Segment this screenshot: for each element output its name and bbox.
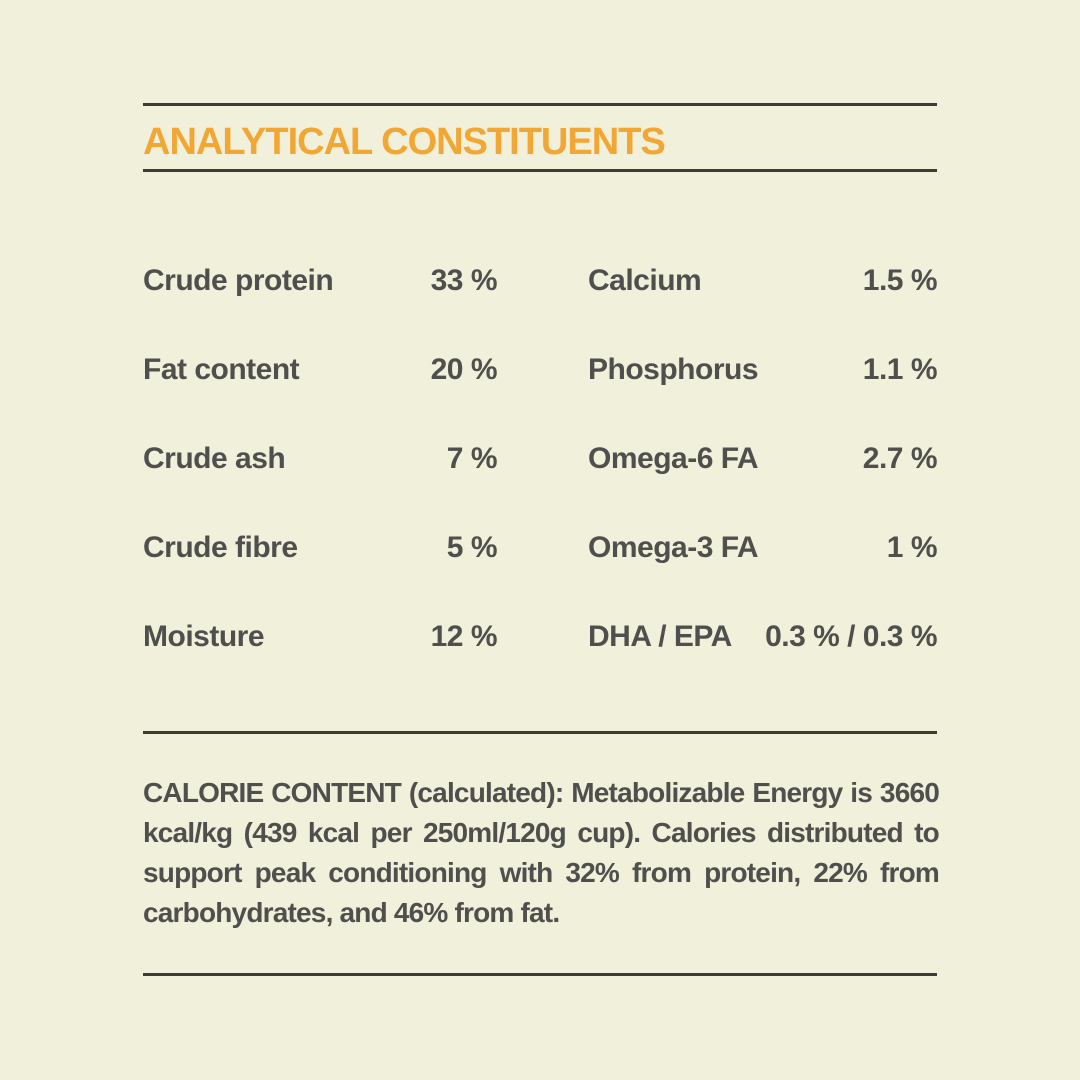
constituent-label: Phosphorus — [588, 352, 759, 386]
divider-line-under-heading — [143, 169, 937, 172]
calorie-content-body: (calculated): Metabolizable Energy is 3660 kcal/kg (439 kcal per 250ml/120g cup). Calories distributed to support peak conditioning with 32% from protein, 22% from carbohydrates, and 46% from fat. — [143, 777, 940, 928]
constituent-value: 0.3 % / 0.3 % — [765, 619, 937, 653]
constituent-value: 12 % — [430, 619, 497, 653]
constituent-label: Crude fibre — [143, 530, 298, 564]
constituent-value: 2.7 % — [862, 441, 937, 475]
divider-line-top — [143, 103, 937, 106]
table-row — [143, 442, 497, 476]
table-row — [143, 353, 497, 387]
constituent-value: 20 % — [430, 352, 497, 386]
constituent-label: DHA / EPA — [588, 619, 732, 653]
constituent-value: 1.1 % — [862, 352, 937, 386]
constituents-table — [143, 236, 937, 681]
constituent-label: Crude ash — [143, 441, 286, 475]
constituent-label: Fat content — [143, 352, 300, 386]
constituent-label: Moisture — [143, 619, 265, 653]
divider-line-bottom — [143, 973, 937, 976]
table-row — [588, 442, 937, 476]
divider-line-above-calories — [143, 731, 937, 734]
constituent-value: 5 % — [446, 530, 497, 564]
constituent-label: Calcium — [588, 263, 702, 297]
table-row — [143, 264, 497, 298]
section-title: ANALYTICAL CONSTITUENTS — [143, 121, 665, 163]
constituent-label: Crude protein — [143, 263, 334, 297]
table-row — [588, 353, 937, 387]
constituent-value: 33 % — [430, 263, 497, 297]
constituent-value: 1 % — [886, 530, 937, 564]
constituent-label: Omega-6 FA — [588, 441, 759, 475]
table-row — [588, 620, 937, 654]
constituent-label: Omega-3 FA — [588, 530, 759, 564]
table-row — [143, 620, 497, 654]
constituent-value: 1.5 % — [862, 263, 937, 297]
constituent-value: 7 % — [446, 441, 497, 475]
table-row — [143, 531, 497, 565]
calorie-content-heading: CALORIE CONTENT — [143, 777, 401, 808]
table-row — [588, 264, 937, 298]
table-row — [588, 531, 937, 565]
calorie-content-paragraph — [143, 773, 939, 933]
